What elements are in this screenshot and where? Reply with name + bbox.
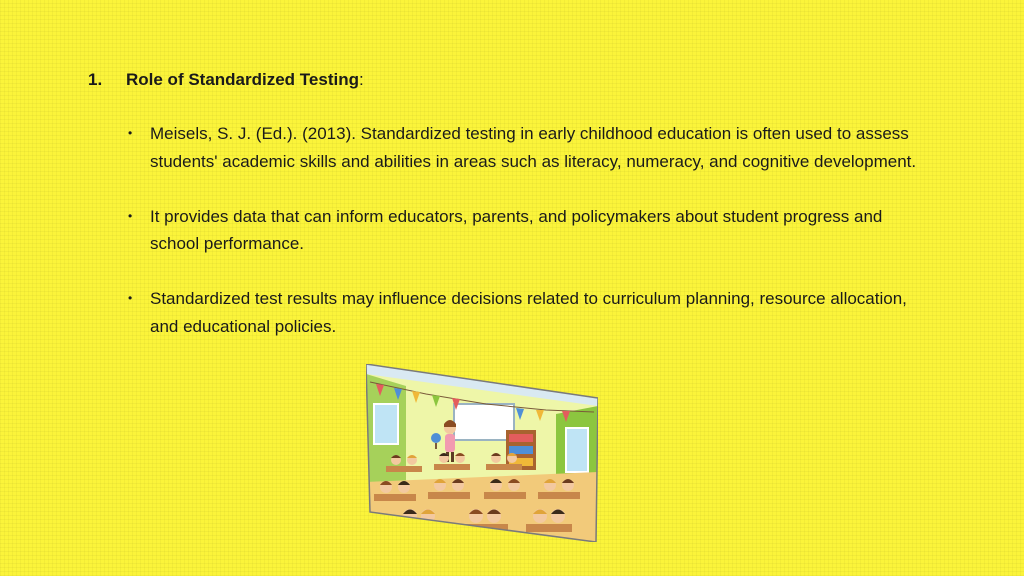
bullet-list [128, 120, 928, 368]
bullet-text: It provides data that can inform educators, parents, and policymakers about student progress and school performance. [150, 206, 883, 253]
heading-colon: : [358, 70, 364, 89]
heading-title: Role of Standardized Testing [126, 70, 359, 89]
bullet-marker: • [128, 126, 133, 140]
bullet-marker: • [128, 208, 133, 223]
bullet-item [128, 203, 928, 258]
bullet-item [128, 120, 928, 175]
heading-number: 1. [88, 70, 103, 89]
bullet-marker: • [128, 291, 133, 305]
bullet-text: Meisels, S. J. (Ed.). (2013). Standardized testing in early childhood education is often used to assess students' academic skills and abilities in areas such as literacy, numeracy, and cognitive development. [150, 124, 917, 171]
classroom-illustration [366, 364, 598, 542]
section-heading [88, 68, 364, 92]
bullet-text: Standardized test results may influence decisions related to curriculum planning, resource allocation, and educational policies. [150, 289, 907, 336]
bullet-item [128, 285, 928, 340]
